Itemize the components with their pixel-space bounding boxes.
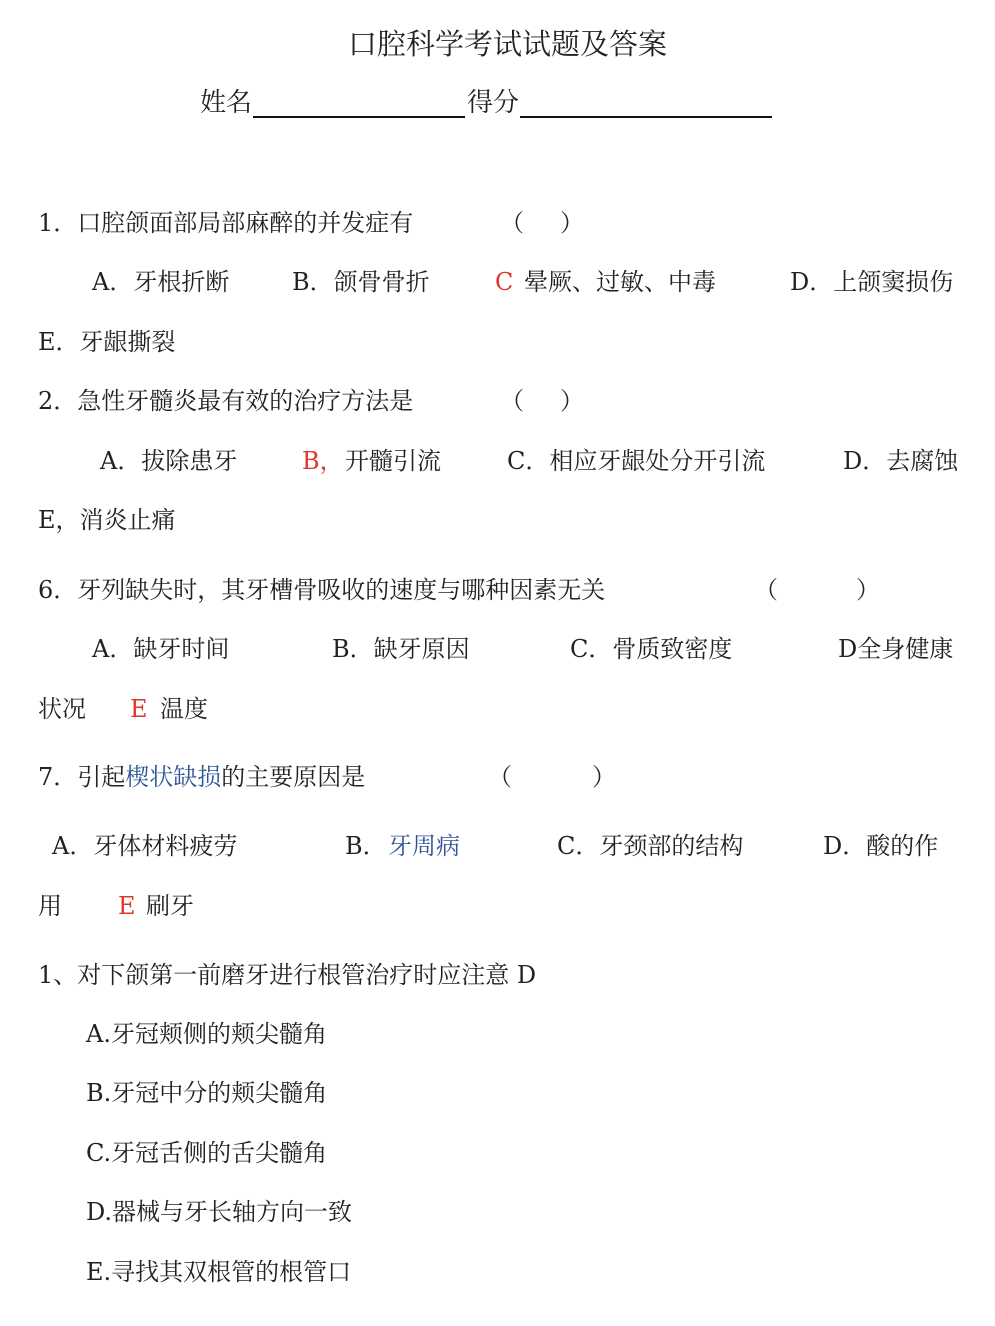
q7-option-b-letter: B． [345,832,387,860]
q1-option-c: 晕厥、过敏、中毒 [524,268,716,296]
q2-paren-open: （ [500,387,524,415]
q7-option-b: 牙周病 [388,832,460,860]
q1-option-b: B．颌骨骨折 [292,268,430,296]
q8-option-b: B.牙冠中分的颊尖髓角 [86,1079,328,1107]
q7-option-e-letter: E [118,892,136,920]
q1-option-a: A．牙根折断 [92,268,230,296]
q2-option-b: 开髓引流 [345,447,441,475]
q7-stem-pre: 7．引起 [38,763,126,791]
q8-stem: 1、对下颌第一前磨牙进行根管治疗时应注意 D [38,961,537,989]
q2-paren-close: ） [560,387,584,415]
q6-option-c: C．骨质致密度 [570,635,733,663]
q1-stem: 1．口腔颌面部局部麻醉的并发症有 [38,209,414,237]
q6-option-e-letter: E [130,695,148,723]
q8-option-e: E.寻找其双根管的根管口 [86,1258,352,1286]
q6-option-d: D全身健康 [838,635,954,663]
name-label: 姓名 [200,88,253,118]
q2-option-e: E，消炎止痛 [38,506,176,534]
q7-stem-term: 楔状缺损 [125,763,222,791]
q6-paren-close: ） [856,576,880,604]
q7-option-a: A．牙体材料疲劳 [52,832,238,860]
score-underline [520,116,772,118]
q7-paren-open: （ [488,763,512,791]
score-label: 得分 [467,88,520,118]
q7-option-c: C．牙颈部的结构 [557,832,744,860]
q7-option-d-cont: 用 [38,892,62,920]
name-underline [253,116,465,118]
q8-option-d: D.器械与牙长轴方向一致 [86,1198,353,1226]
q8-option-c: C.牙冠舌侧的舌尖髓角 [86,1139,328,1167]
q6-option-b: B．缺牙原因 [332,635,470,663]
q2-stem: 2．急性牙髓炎最有效的治疗方法是 [38,387,414,415]
q1-option-d: D．上颌窦损伤 [790,268,954,296]
q7-paren-close: ） [592,763,616,791]
q2-option-d: D．去腐蚀 [843,447,959,475]
q1-paren-open: （ [500,209,524,237]
q7-stem-post: 的主要原因是 [221,763,366,791]
q8-option-a: A.牙冠颊侧的颊尖髓角 [86,1020,327,1048]
q1-option-c-letter: C [495,268,514,296]
q2-option-b-letter: B， [302,447,344,475]
q7-option-d: D．酸的作 [823,832,939,860]
q6-stem: 6．牙列缺失时，其牙槽骨吸收的速度与哪种因素无关 [38,576,606,604]
q1-paren-close: ） [560,209,584,237]
q7-stem [38,765,365,789]
q2-option-a: A．拔除患牙 [100,447,238,475]
q6-paren-open: （ [754,576,778,604]
q1-option-e: E．牙龈撕裂 [38,328,176,356]
q2-option-c: C．相应牙龈处分开引流 [507,447,766,475]
q7-option-e: 刷牙 [146,892,194,920]
q6-option-d-cont: 状况 [38,695,86,723]
q6-option-e: 温度 [160,695,208,723]
page-title: 口腔科学考试试题及答案 [348,27,668,61]
q6-option-a: A．缺牙时间 [92,635,230,663]
